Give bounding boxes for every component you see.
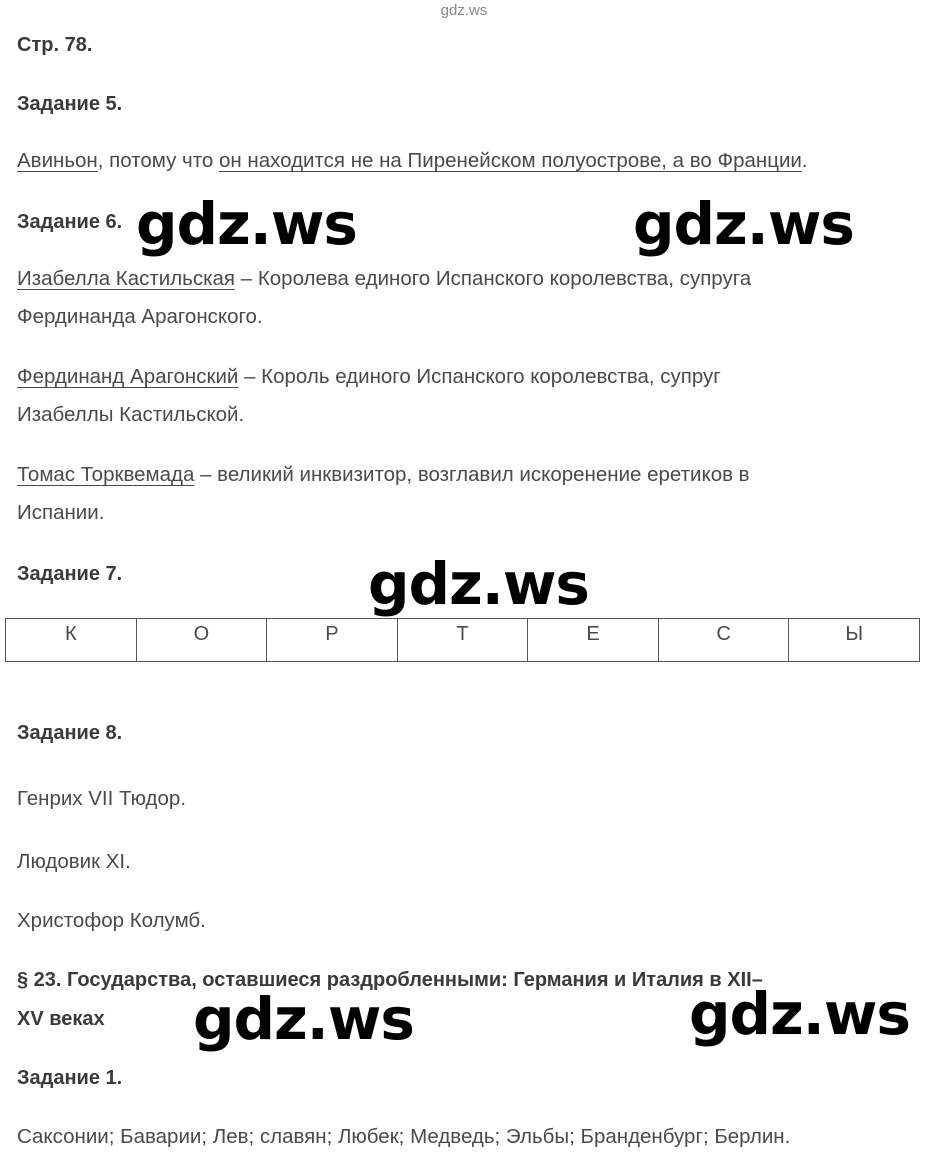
letter-cell: Ы [789,619,920,662]
task6-heading: Задание 6. [17,211,123,233]
watermark-logo: gdz.ws [193,985,414,1053]
watermark-logo: gdz.ws [368,550,589,618]
task8-answer-1: Генрих VII Тюдор. [17,787,187,810]
task7-heading: Задание 7. [17,563,123,585]
section-title-line2: XV веках [17,1008,105,1030]
task6-entry-2-text: – Король единого Испанского королевства, супруг [238,365,721,388]
watermark-top: gdz.ws [440,2,488,19]
task5-answer-end: . [801,149,808,172]
task5-answer-reason: он находится не на Пиренейском полуострове, а во Франции [218,149,802,172]
task6-entry-3 [17,456,750,532]
task7-crossword-row [5,618,920,662]
task6-entry-2-name: Фердинанд Арагонский [17,365,239,388]
task6-entry-1-text: – Королева единого Испанского королевства, супруга [235,267,752,290]
watermark-logo: gdz.ws [136,190,357,258]
task5-answer-term: Авиньон [17,149,98,172]
section-task1-answer: Саксонии; Баварии; Лев; славян; Любек; Медведь; Эльбы; Бранденбург; Берлин. [17,1125,791,1148]
section-title-line1: § 23. Государства, оставшиеся раздробленными: Германия и Италия в XII– [17,969,763,991]
task5-answer [17,142,808,180]
letter-cell: Т [397,619,528,662]
task6-entry-3-text: – великий инквизитор, возглавил искоренение еретиков в [194,463,750,486]
page-reference: Стр. 78. [17,34,93,56]
task5-heading: Задание 5. [17,93,123,115]
task8-heading: Задание 8. [17,722,123,744]
task6-entry-2-line2: Изабеллы Кастильской. [17,403,245,426]
task6-entry-1-name: Изабелла Кастильская [17,267,236,290]
task6-entry-1 [17,260,751,336]
task6-entry-1-line2: Фердинанда Арагонского. [17,305,263,328]
watermark-logo: gdz.ws [689,980,910,1048]
watermark-logo: gdz.ws [633,190,854,258]
letter-cell: С [658,619,789,662]
task8-answer-2: Людовик XI. [17,850,131,873]
letter-cell: Р [267,619,398,662]
task6-entry-3-name: Томас Торквемада [17,463,195,486]
task8-answer-3: Христофор Колумб. [17,909,206,932]
task6-entry-3-line2: Испании. [17,501,105,524]
task5-answer-mid: , потому что [97,149,219,172]
letter-cell: К [6,619,137,662]
letter-cell: О [136,619,267,662]
section-task1-heading: Задание 1. [17,1067,123,1089]
task6-entry-2 [17,358,721,434]
letter-cell: Е [528,619,659,662]
